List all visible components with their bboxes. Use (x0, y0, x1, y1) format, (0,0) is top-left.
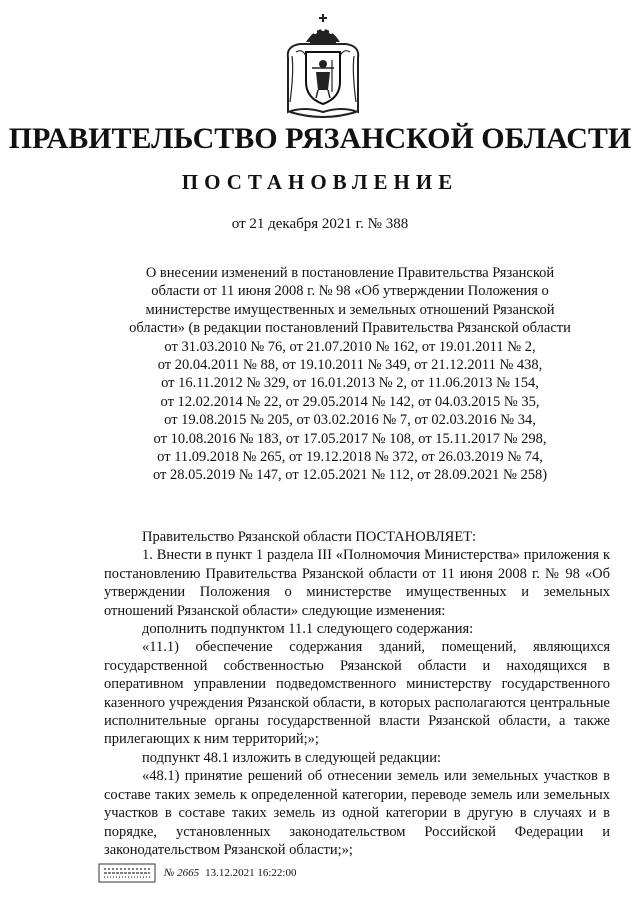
document-subject (118, 264, 582, 485)
body-paragraph-amend: 1. Внести в пункт 1 раздела III «Полномочия Министерства» приложения к постановлению Правительства Рязанской области от 11 июня 2008 г. № 98 «Об утверждении Положения о министерстве имущественных и земельных отношений Рязанской области» следующие изменения: (104, 547, 610, 619)
subject-line: области от 11 июня 2008 г. № 98 «Об утверждении Положения о (151, 283, 549, 300)
subject-line: О внесении изменений в постановление Правительства Рязанской (145, 265, 555, 281)
subject-line: от 19.08.2015 № 205, от 03.02.2016 № 7, от 02.03.2016 № 34, (164, 412, 536, 429)
document-body (104, 528, 610, 859)
body-paragraph-add: дополнить подпунктом 11.1 следующего содержания: (142, 621, 474, 638)
subject-line: области» (в редакции постановлений Правительства Рязанской области (129, 320, 571, 337)
subject-line: от 16.11.2012 № 329, от 16.01.2013 № 2, от 11.06.2013 № 154, (161, 375, 539, 392)
body-paragraph-edit: подпункт 48.1 изложить в следующей редакции: (142, 749, 442, 766)
subject-line: от 11.09.2018 № 265, от 19.12.2018 № 372, от 26.03.2019 № 74, (157, 449, 543, 466)
body-paragraph-48-1: «48.1) принятие решений об отнесении земель или земельных участков в составе таких земель к определенной категории, переводе земель или земельных участков в составе таких земель из одной категории в другую в случаях и в порядке, установленных законодательством Российской Федерации и законодательством Рязанской области;»; (104, 768, 610, 858)
organization-title: ПРАВИТЕЛЬСТВО РЯЗАНСКОЙ ОБЛАСТИ (8, 122, 632, 155)
subject-line: от 10.08.2016 № 183, от 17.05.2017 № 108, от 15.11.2017 № 298, (153, 430, 547, 447)
body-paragraph-decree: Правительство Рязанской области ПОСТАНОВЛЯЕТ: (142, 529, 477, 545)
registration-number: № 2665 (164, 867, 200, 879)
registration-timestamp: 13.12.2021 16:22:00 (205, 867, 297, 879)
document-type: ПОСТАНОВЛЕНИЕ (181, 170, 459, 194)
subject-line: от 28.05.2019 № 147, от 12.05.2021 № 112, от 28.09.2021 № 258) (152, 467, 548, 484)
subject-line: министерстве имущественных и земельных отношений Рязанской (145, 301, 555, 318)
registration-stamp-icon (98, 863, 156, 883)
document-date-number: от 21 декабря 2021 г. № 388 (231, 216, 409, 232)
body-paragraph-11-1: «11.1) обеспечение содержания зданий, помещений, являющихся государственной собственностью Рязанской области и находящихся в оперативном управлении подведомственного министерству государственного казенного учреждения Рязанской области, в которых располагаются центральные исполнительные органы государственной власти Рязанской области, а также прилегающих к ним территорий;»; (104, 639, 610, 748)
subject-line: от 31.03.2010 № 76, от 21.07.2010 № 162, от 19.01.2011 № 2, (164, 338, 536, 355)
registration-footer (98, 862, 358, 884)
subject-line: от 20.04.2011 № 88, от 19.10.2011 № 349, от 21.12.2011 № 438, (157, 357, 543, 374)
coat-of-arms-emblem (282, 12, 364, 120)
subject-line: от 12.02.2014 № 22, от 29.05.2014 № 142, от 04.03.2015 № 35, (160, 393, 540, 410)
